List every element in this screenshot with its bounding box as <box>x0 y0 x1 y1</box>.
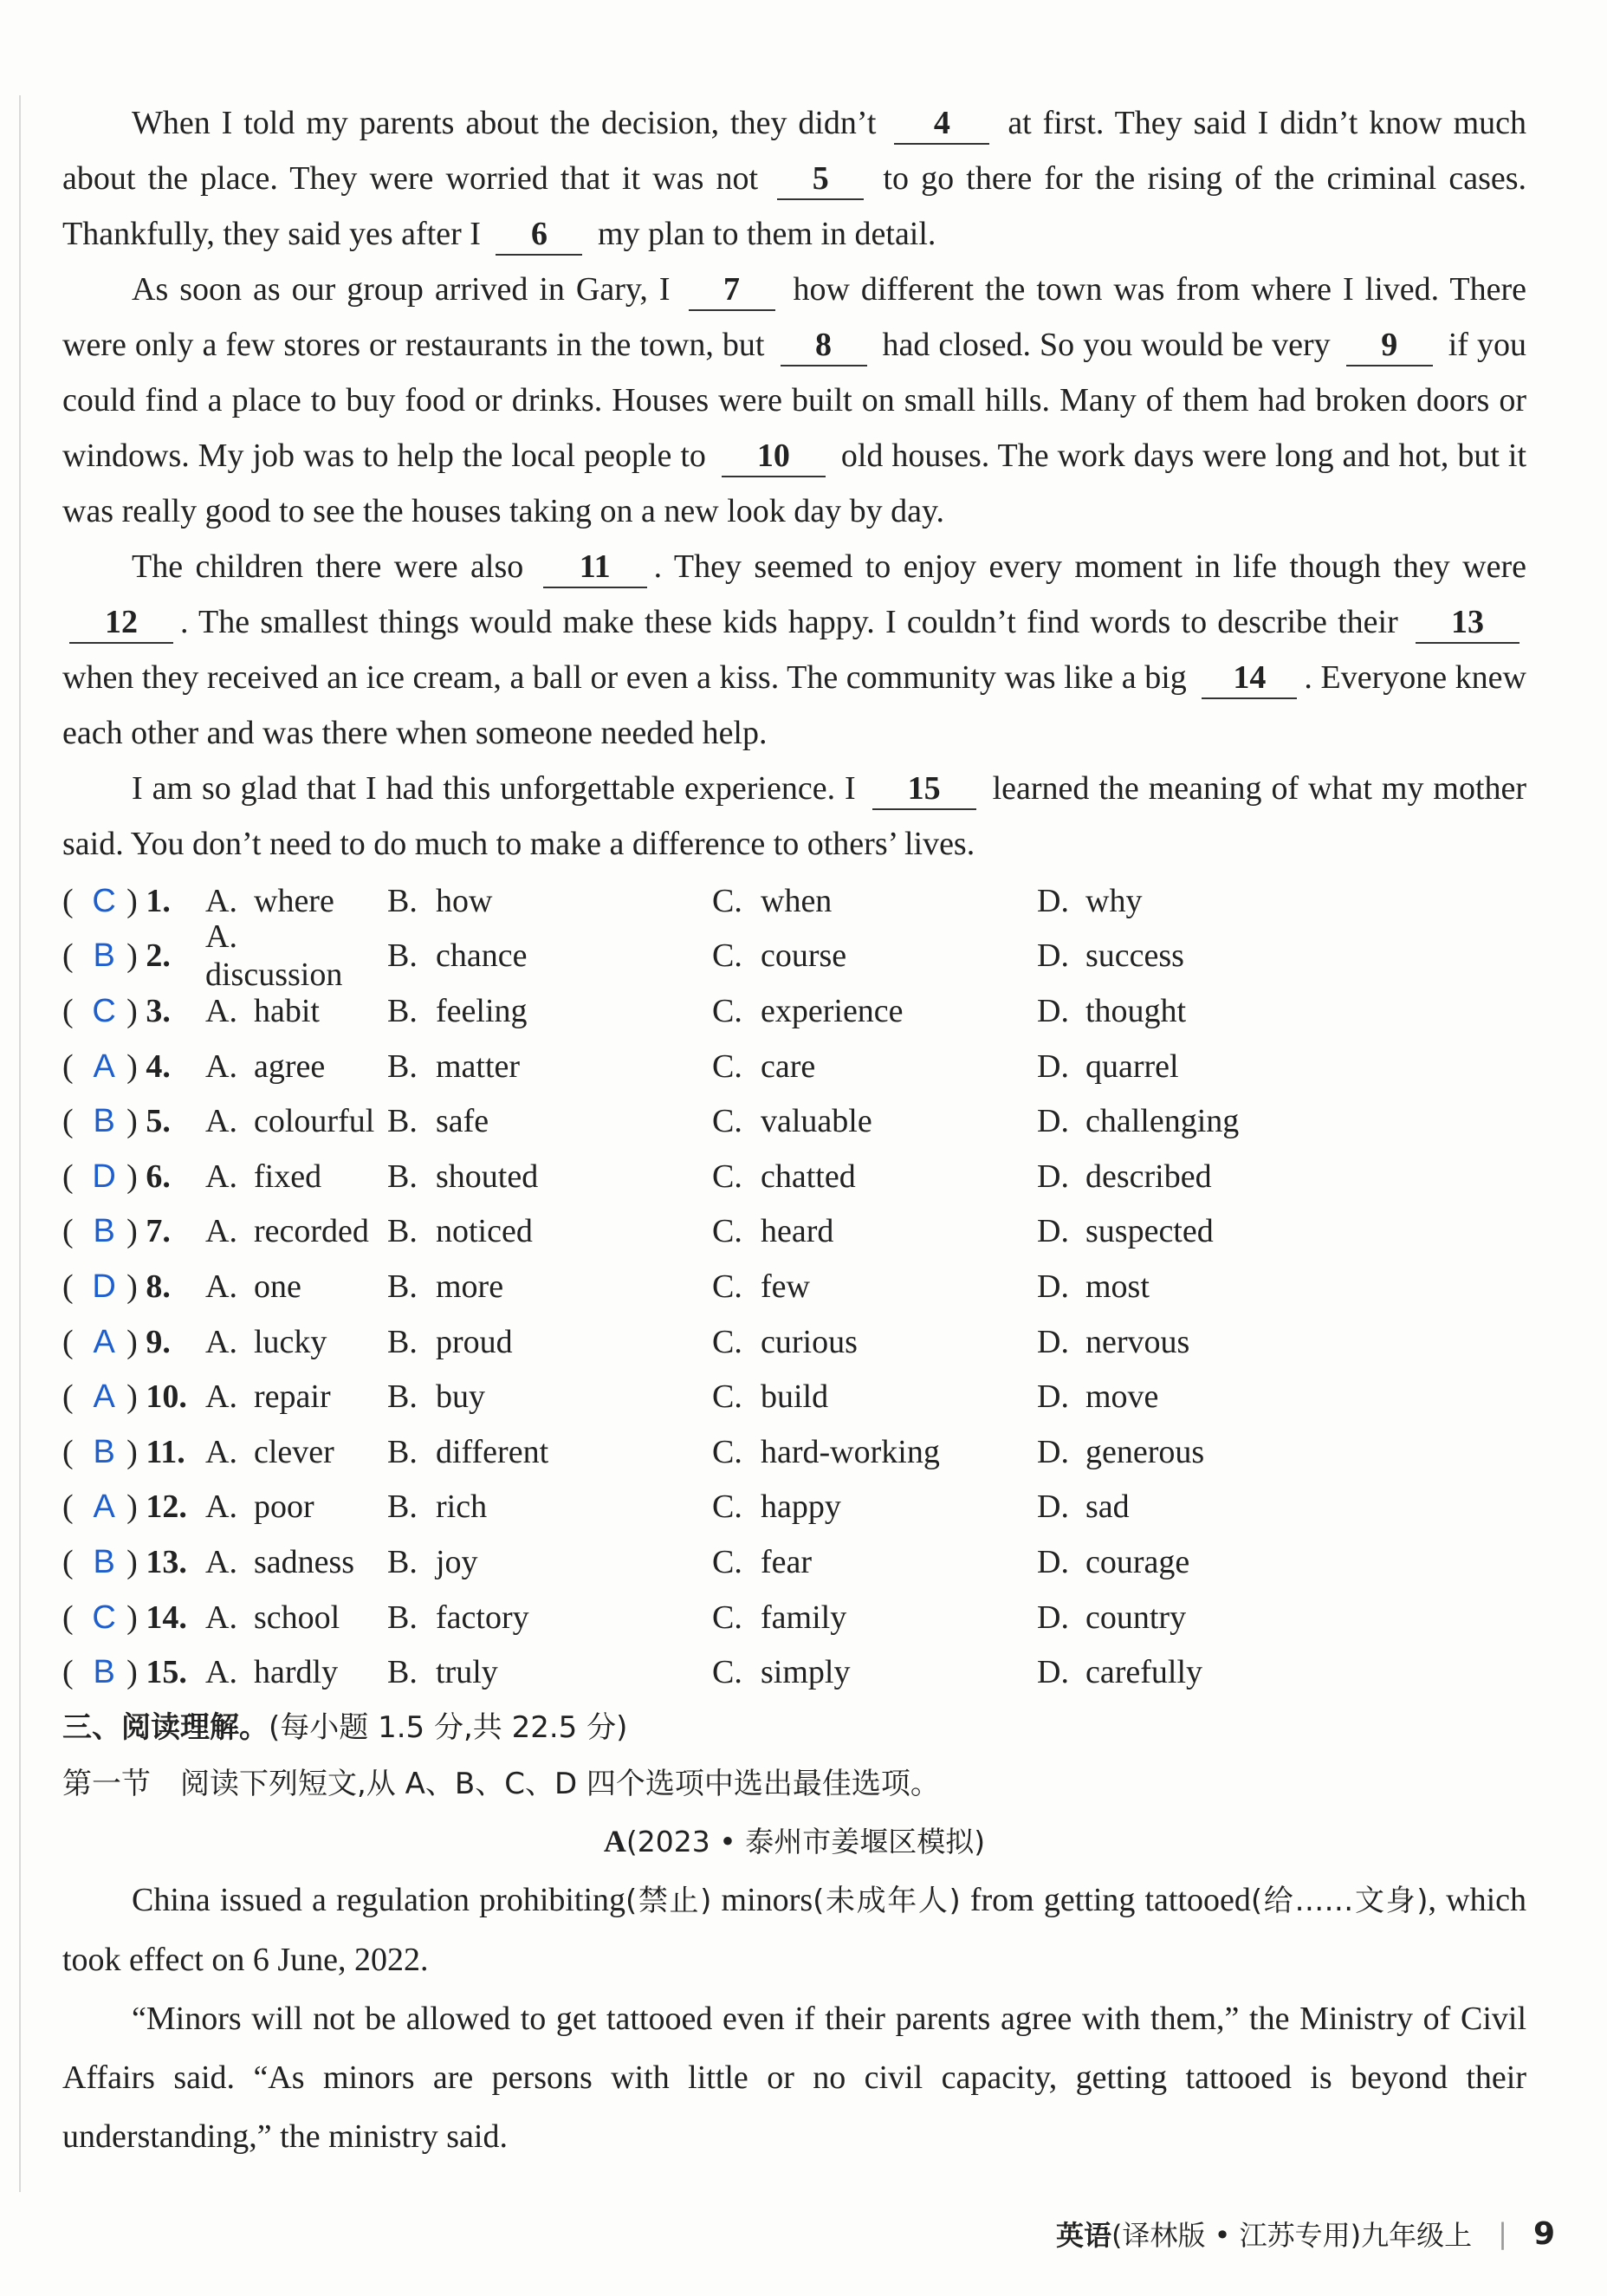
option-label: B. <box>387 1268 418 1305</box>
option-c[interactable] <box>712 1268 1037 1306</box>
question-answer-slot[interactable]: ( B ) 5. <box>62 1103 171 1140</box>
option-a[interactable] <box>205 1543 387 1581</box>
section-heading <box>62 1700 1526 1755</box>
option-text: agree <box>254 1047 326 1085</box>
option-text: lucky <box>254 1323 327 1360</box>
passage-text: . The smallest things would make these kids happy. I couldn’t find words to describe their <box>180 604 1398 640</box>
question-number: 10. <box>146 1378 187 1416</box>
option-label: A. <box>205 1213 237 1250</box>
question-number: 4. <box>146 1047 171 1085</box>
option-label: D. <box>1037 1268 1069 1305</box>
question-row <box>62 1259 1526 1314</box>
passage-text: how different the town was from where I lived. There were only a few stores or restaurants in the town, but <box>62 271 1526 363</box>
option-label: B. <box>387 1489 418 1526</box>
page-footer <box>1056 2214 1555 2254</box>
option-a[interactable] <box>205 1323 387 1361</box>
option-d[interactable] <box>1037 1212 1297 1250</box>
option-label: B. <box>387 1158 418 1195</box>
option-text: thought <box>1085 992 1187 1029</box>
answer-letter: B <box>93 1654 115 1691</box>
option-label: D. <box>1037 1543 1069 1580</box>
page-number: 9 <box>1532 2215 1555 2252</box>
option-label: B. <box>387 1047 418 1085</box>
passage-text: As soon as our group arrived in Gary, I <box>132 271 671 308</box>
gloss: (禁止) <box>625 1883 712 1918</box>
answer-letter: B <box>93 1213 115 1250</box>
option-c[interactable] <box>712 1102 1037 1140</box>
option-label: B. <box>387 882 418 919</box>
option-label: A. <box>205 918 237 956</box>
option-b[interactable] <box>387 1378 712 1416</box>
option-text: experience <box>761 992 904 1029</box>
option-b[interactable] <box>387 1323 712 1361</box>
option-text: described <box>1085 1158 1212 1195</box>
option-text: habit <box>254 992 320 1029</box>
blank-7[interactable]: 7 <box>689 269 775 311</box>
option-text: when <box>761 882 833 919</box>
question-answer-slot[interactable]: ( B ) 15. <box>62 1654 187 1691</box>
passage-text: . They seemed to enjoy every moment in life though they were <box>653 548 1526 585</box>
answer-letter: C <box>92 882 116 919</box>
option-text: sadness <box>254 1543 355 1580</box>
option-label: D. <box>1037 1654 1069 1691</box>
option-label: A. <box>205 1433 237 1470</box>
option-text: generous <box>1085 1433 1205 1470</box>
option-text: hardly <box>254 1654 339 1691</box>
passage-paragraph-1 <box>62 95 1526 262</box>
option-text: challenging <box>1085 1103 1240 1140</box>
blank-14[interactable]: 14 <box>1202 658 1297 699</box>
option-label: A. <box>205 1599 237 1636</box>
question-number: 1. <box>146 882 171 919</box>
option-text: buy <box>436 1378 485 1416</box>
option-label: B. <box>387 1378 418 1416</box>
gloss: (给……文身) <box>1250 1883 1429 1918</box>
option-text: why <box>1085 882 1143 919</box>
option-label: D. <box>1037 1378 1069 1416</box>
option-text: curious <box>761 1323 858 1360</box>
option-b[interactable] <box>387 1268 712 1306</box>
option-text: hard-working <box>761 1433 940 1470</box>
option-label: B. <box>387 992 418 1029</box>
option-d[interactable] <box>1037 882 1297 920</box>
option-text: where <box>254 882 334 919</box>
option-a[interactable] <box>205 918 387 994</box>
blank-11[interactable]: 11 <box>543 547 647 588</box>
option-text: poor <box>254 1489 314 1526</box>
option-label: C. <box>712 1103 742 1140</box>
option-label: B. <box>387 937 418 975</box>
passage-text: to go there for the rising of the criminal cases. Thankfully, they said yes after I <box>62 160 1527 252</box>
option-text: noticed <box>436 1213 533 1250</box>
option-text: country <box>1085 1599 1187 1636</box>
option-text: discussion <box>205 957 343 994</box>
option-label: A. <box>205 1158 237 1195</box>
binding-margin-line <box>19 95 21 2192</box>
answer-letter: D <box>92 1268 116 1305</box>
blank-12[interactable]: 12 <box>69 602 173 644</box>
answer-letter: B <box>93 937 115 975</box>
question-row <box>62 1369 1526 1424</box>
option-label: A. <box>205 1489 237 1526</box>
question-row <box>62 1590 1526 1645</box>
blank-13[interactable]: 13 <box>1416 602 1520 644</box>
option-b[interactable] <box>387 937 712 975</box>
option-c[interactable] <box>712 1212 1037 1250</box>
footer-divider: | <box>1498 2217 1507 2250</box>
question-answer-slot[interactable]: ( C ) 14. <box>62 1599 187 1636</box>
option-c[interactable] <box>712 1488 1037 1526</box>
option-label: C. <box>712 1543 742 1580</box>
option-a[interactable] <box>205 1599 387 1637</box>
option-text: success <box>1085 937 1184 975</box>
question-answer-slot[interactable]: ( A ) 9. <box>62 1323 171 1360</box>
option-text: rich <box>436 1489 488 1526</box>
option-text: more <box>436 1268 504 1305</box>
option-d[interactable] <box>1037 937 1297 975</box>
option-b[interactable] <box>387 1488 712 1526</box>
option-text: course <box>761 937 847 975</box>
option-text: different <box>436 1433 549 1470</box>
reading-text: , which took effect on 6 June, 2022. <box>62 1881 1527 1978</box>
option-label: A. <box>205 1654 237 1691</box>
question-number: 7. <box>146 1213 171 1250</box>
answer-letter: A <box>93 1378 115 1416</box>
option-label: B. <box>387 1543 418 1580</box>
option-label: D. <box>1037 1489 1069 1526</box>
question-answer-slot[interactable]: ( B ) 11. <box>62 1433 185 1470</box>
option-text: one <box>254 1268 301 1305</box>
option-text: carefully <box>1085 1654 1203 1691</box>
option-a[interactable] <box>205 1212 387 1250</box>
option-a[interactable] <box>205 1268 387 1306</box>
section-title: 三、阅读理解。 <box>62 1709 269 1745</box>
question-number: 15. <box>146 1654 187 1691</box>
question-row <box>62 1204 1526 1260</box>
option-label: D. <box>1037 1047 1069 1085</box>
option-text: matter <box>436 1047 521 1085</box>
reading-text: minors <box>711 1881 813 1918</box>
question-number: 3. <box>146 992 171 1029</box>
option-text: shouted <box>436 1158 539 1195</box>
question-number: 14. <box>146 1599 187 1636</box>
option-text: how <box>436 882 493 919</box>
option-label: B. <box>387 1654 418 1691</box>
option-a[interactable] <box>205 1047 387 1086</box>
question-options-list <box>62 873 1526 1700</box>
blank-6[interactable]: 6 <box>496 214 582 256</box>
option-text: happy <box>761 1489 841 1526</box>
option-d[interactable] <box>1037 1378 1297 1416</box>
option-d[interactable] <box>1037 1488 1297 1526</box>
option-text: quarrel <box>1085 1047 1179 1085</box>
option-c[interactable] <box>712 1158 1037 1196</box>
option-d[interactable] <box>1037 1102 1297 1140</box>
option-d[interactable] <box>1037 1433 1297 1471</box>
passage-paragraph-2 <box>62 262 1526 539</box>
option-label: B. <box>387 1433 418 1470</box>
option-text: move <box>1085 1378 1159 1416</box>
option-label: D. <box>1037 992 1069 1029</box>
option-label: C. <box>712 1213 742 1250</box>
option-label: A. <box>205 882 237 919</box>
question-number: 6. <box>146 1158 171 1195</box>
answer-letter: B <box>93 1543 115 1580</box>
option-a[interactable] <box>205 1433 387 1471</box>
section-score: (每小题 1.5 分,共 22.5 分) <box>269 1709 628 1745</box>
option-b[interactable] <box>387 1599 712 1637</box>
question-number: 11. <box>146 1433 185 1470</box>
answer-letter: A <box>93 1047 115 1085</box>
option-text: most <box>1085 1268 1150 1305</box>
question-answer-slot[interactable]: ( B ) 2. <box>62 937 171 975</box>
answer-letter: C <box>92 1599 116 1636</box>
blank-4[interactable]: 4 <box>894 103 989 145</box>
option-label: C. <box>712 1378 742 1416</box>
answer-letter: B <box>93 1103 115 1140</box>
option-d[interactable] <box>1037 1047 1297 1086</box>
option-c[interactable] <box>712 882 1037 920</box>
option-label: A. <box>205 1047 237 1085</box>
question-number: 13. <box>146 1543 187 1580</box>
question-row <box>62 1424 1526 1480</box>
option-label: C. <box>712 1047 742 1085</box>
option-text: feeling <box>436 992 528 1029</box>
option-label: D. <box>1037 1158 1069 1195</box>
option-label: B. <box>387 1213 418 1250</box>
option-b[interactable] <box>387 1543 712 1581</box>
passage-title <box>62 1813 1526 1871</box>
option-d[interactable] <box>1037 1268 1297 1306</box>
option-c[interactable] <box>712 937 1037 975</box>
section-part-instruction: 第一节 阅读下列短文,从 A、B、C、D 四个选项中选出最佳选项。 <box>62 1766 940 1801</box>
option-text: sad <box>1085 1489 1130 1526</box>
option-label: C. <box>712 882 742 919</box>
question-number: 12. <box>146 1489 187 1526</box>
option-a[interactable] <box>205 992 387 1030</box>
passage-text: learned the meaning of what my mother said. You don’t need to do much to make a difference to others’ lives. <box>62 770 1527 862</box>
option-text: simply <box>761 1654 851 1691</box>
passage-text: I am so glad that I had this unforgettable experience. I <box>132 770 856 807</box>
option-b[interactable] <box>387 1102 712 1140</box>
answer-letter: A <box>93 1323 115 1360</box>
option-label: D. <box>1037 1599 1069 1636</box>
question-number: 2. <box>146 937 171 975</box>
option-c[interactable] <box>712 1323 1037 1361</box>
option-text: safe <box>436 1103 489 1140</box>
option-label: A. <box>205 1268 237 1305</box>
option-text: build <box>761 1378 829 1416</box>
option-b[interactable] <box>387 1433 712 1471</box>
question-row <box>62 1314 1526 1370</box>
option-text: few <box>761 1268 810 1305</box>
option-text: school <box>254 1599 340 1636</box>
option-label: A. <box>205 1103 237 1140</box>
reading-text: from getting tattooed <box>960 1881 1251 1918</box>
option-label: D. <box>1037 1433 1069 1470</box>
option-label: A. <box>205 1543 237 1580</box>
passage-text: had closed. So you would be very <box>882 327 1331 363</box>
passage-paragraph-3 <box>62 539 1526 761</box>
option-label: C. <box>712 937 742 975</box>
option-d[interactable] <box>1037 1323 1297 1361</box>
answer-letter: A <box>93 1489 115 1526</box>
question-row <box>62 918 1526 994</box>
blank-8[interactable]: 8 <box>781 325 867 366</box>
question-answer-slot[interactable]: ( D ) 6. <box>62 1158 171 1195</box>
option-label: B. <box>387 1599 418 1636</box>
option-label: D. <box>1037 937 1069 975</box>
option-text: proud <box>436 1323 513 1360</box>
option-text: valuable <box>761 1103 872 1140</box>
blank-10[interactable]: 10 <box>722 436 826 477</box>
gloss: (未成年人) <box>813 1883 961 1918</box>
option-text: clever <box>254 1433 334 1470</box>
passage-text: if you could find a place to buy food or drinks. Houses were built on small hills. Many of them had broken doors or windows. My job was to help the local people to <box>62 327 1526 474</box>
option-label: C. <box>712 1489 742 1526</box>
option-label: A. <box>205 1378 237 1416</box>
question-row <box>62 983 1526 1039</box>
worksheet-page <box>62 95 1526 2166</box>
option-a[interactable] <box>205 1158 387 1196</box>
question-row <box>62 1644 1526 1700</box>
option-label: D. <box>1037 882 1069 919</box>
option-label: D. <box>1037 1213 1069 1250</box>
option-b[interactable] <box>387 992 712 1030</box>
question-answer-slot[interactable]: ( B ) 7. <box>62 1213 171 1250</box>
option-b[interactable] <box>387 882 712 920</box>
option-label: C. <box>712 1433 742 1470</box>
option-text: factory <box>436 1599 529 1636</box>
answer-letter: C <box>92 992 116 1029</box>
option-c[interactable] <box>712 1653 1037 1691</box>
option-b[interactable] <box>387 1653 712 1691</box>
option-c[interactable] <box>712 1378 1037 1416</box>
option-label: C. <box>712 1599 742 1636</box>
blank-5[interactable]: 5 <box>777 159 864 200</box>
option-label: C. <box>712 1158 742 1195</box>
passage-letter: A <box>603 1823 626 1858</box>
question-row <box>62 1534 1526 1590</box>
reading-paragraph-1 <box>62 1871 1526 1989</box>
option-b[interactable] <box>387 1047 712 1086</box>
option-b[interactable] <box>387 1212 712 1250</box>
option-text: repair <box>254 1378 331 1416</box>
question-answer-slot[interactable]: ( D ) 8. <box>62 1268 171 1305</box>
answer-letter: B <box>93 1433 115 1470</box>
question-number: 5. <box>146 1103 171 1140</box>
option-c[interactable] <box>712 1433 1037 1471</box>
passage-text: at first. They said I didn’t know much about the place. They were worried that it was not <box>62 105 1527 197</box>
option-c[interactable] <box>712 992 1037 1030</box>
option-c[interactable] <box>712 1047 1037 1086</box>
option-text: chatted <box>761 1158 856 1195</box>
option-c[interactable] <box>712 1599 1037 1637</box>
option-label: A. <box>205 1323 237 1360</box>
option-text: colourful <box>254 1103 375 1140</box>
option-text: nervous <box>1085 1323 1190 1360</box>
option-text: fear <box>761 1543 813 1580</box>
option-text: fixed <box>254 1158 322 1195</box>
option-d[interactable] <box>1037 1599 1297 1637</box>
passage-text: my plan to them in detail. <box>597 216 936 252</box>
option-label: C. <box>712 1654 742 1691</box>
question-answer-slot[interactable]: ( C ) 3. <box>62 992 171 1029</box>
footer-book: 英语 <box>1055 2219 1111 2252</box>
passage-text: . Everyone knew each other and was there when someone needed help. <box>62 659 1526 751</box>
option-d[interactable] <box>1037 1158 1297 1196</box>
reading-paragraph-2: “Minors will not be allowed to get tattooed even if their parents agree with them,” the Ministry of Civil Affairs said. “As minors are persons with little or no civil capacity, getting tattooed is beyond their understanding,” the ministry said. <box>62 2000 1526 2155</box>
option-text: recorded <box>254 1213 369 1250</box>
reading-text: China issued a regulation prohibiting <box>132 1881 626 1918</box>
option-a[interactable] <box>205 1653 387 1691</box>
option-label: D. <box>1037 1103 1069 1140</box>
question-number: 8. <box>146 1268 171 1305</box>
passage-source: (2023 • 泰州市姜堰区模拟) <box>625 1824 986 1858</box>
option-b[interactable] <box>387 1158 712 1196</box>
option-a[interactable] <box>205 1378 387 1416</box>
option-d[interactable] <box>1037 1543 1297 1581</box>
question-answer-slot[interactable]: ( A ) 10. <box>62 1378 187 1416</box>
passage-text: old houses. The work days were long and hot, but it was really good to see the houses taking on a new look day by day. <box>62 438 1527 529</box>
option-text: family <box>761 1599 847 1636</box>
option-d[interactable] <box>1037 992 1297 1030</box>
question-answer-slot[interactable]: ( A ) 4. <box>62 1047 171 1085</box>
question-number: 9. <box>146 1323 171 1360</box>
option-label: D. <box>1037 1323 1069 1360</box>
option-a[interactable] <box>205 1488 387 1526</box>
option-text: courage <box>1085 1543 1190 1580</box>
option-label: C. <box>712 1268 742 1305</box>
blank-15[interactable]: 15 <box>872 769 976 810</box>
option-text: care <box>761 1047 816 1085</box>
question-row <box>62 1039 1526 1094</box>
option-a[interactable] <box>205 882 387 920</box>
question-answer-slot[interactable]: ( C ) 1. <box>62 882 171 919</box>
passage-text: When I told my parents about the decision, they didn’t <box>132 105 877 141</box>
option-label: A. <box>205 992 237 1029</box>
blank-9[interactable]: 9 <box>1346 325 1433 366</box>
passage-text: The children there were also <box>132 548 524 585</box>
passage-paragraph-4 <box>62 761 1526 872</box>
option-label: C. <box>712 992 742 1029</box>
question-row <box>62 1093 1526 1149</box>
option-text: suspected <box>1085 1213 1214 1250</box>
option-text: truly <box>436 1654 498 1691</box>
option-label: B. <box>387 1103 418 1140</box>
option-text: joy <box>436 1543 478 1580</box>
footer-edition: (译林版 • 江苏专用)九年级上 <box>1111 2219 1473 2252</box>
question-row <box>62 1480 1526 1535</box>
question-row <box>62 1149 1526 1204</box>
option-label: C. <box>712 1323 742 1360</box>
question-answer-slot[interactable]: ( B ) 13. <box>62 1543 187 1580</box>
option-text: chance <box>436 937 528 975</box>
passage-text: when they received an ice cream, a ball or even a kiss. The community was like a big <box>62 659 1187 696</box>
answer-letter: D <box>92 1158 116 1195</box>
question-answer-slot[interactable]: ( A ) 12. <box>62 1489 187 1526</box>
option-a[interactable] <box>205 1102 387 1140</box>
option-c[interactable] <box>712 1543 1037 1581</box>
option-text: heard <box>761 1213 834 1250</box>
option-d[interactable] <box>1037 1653 1297 1691</box>
option-label: B. <box>387 1323 418 1360</box>
